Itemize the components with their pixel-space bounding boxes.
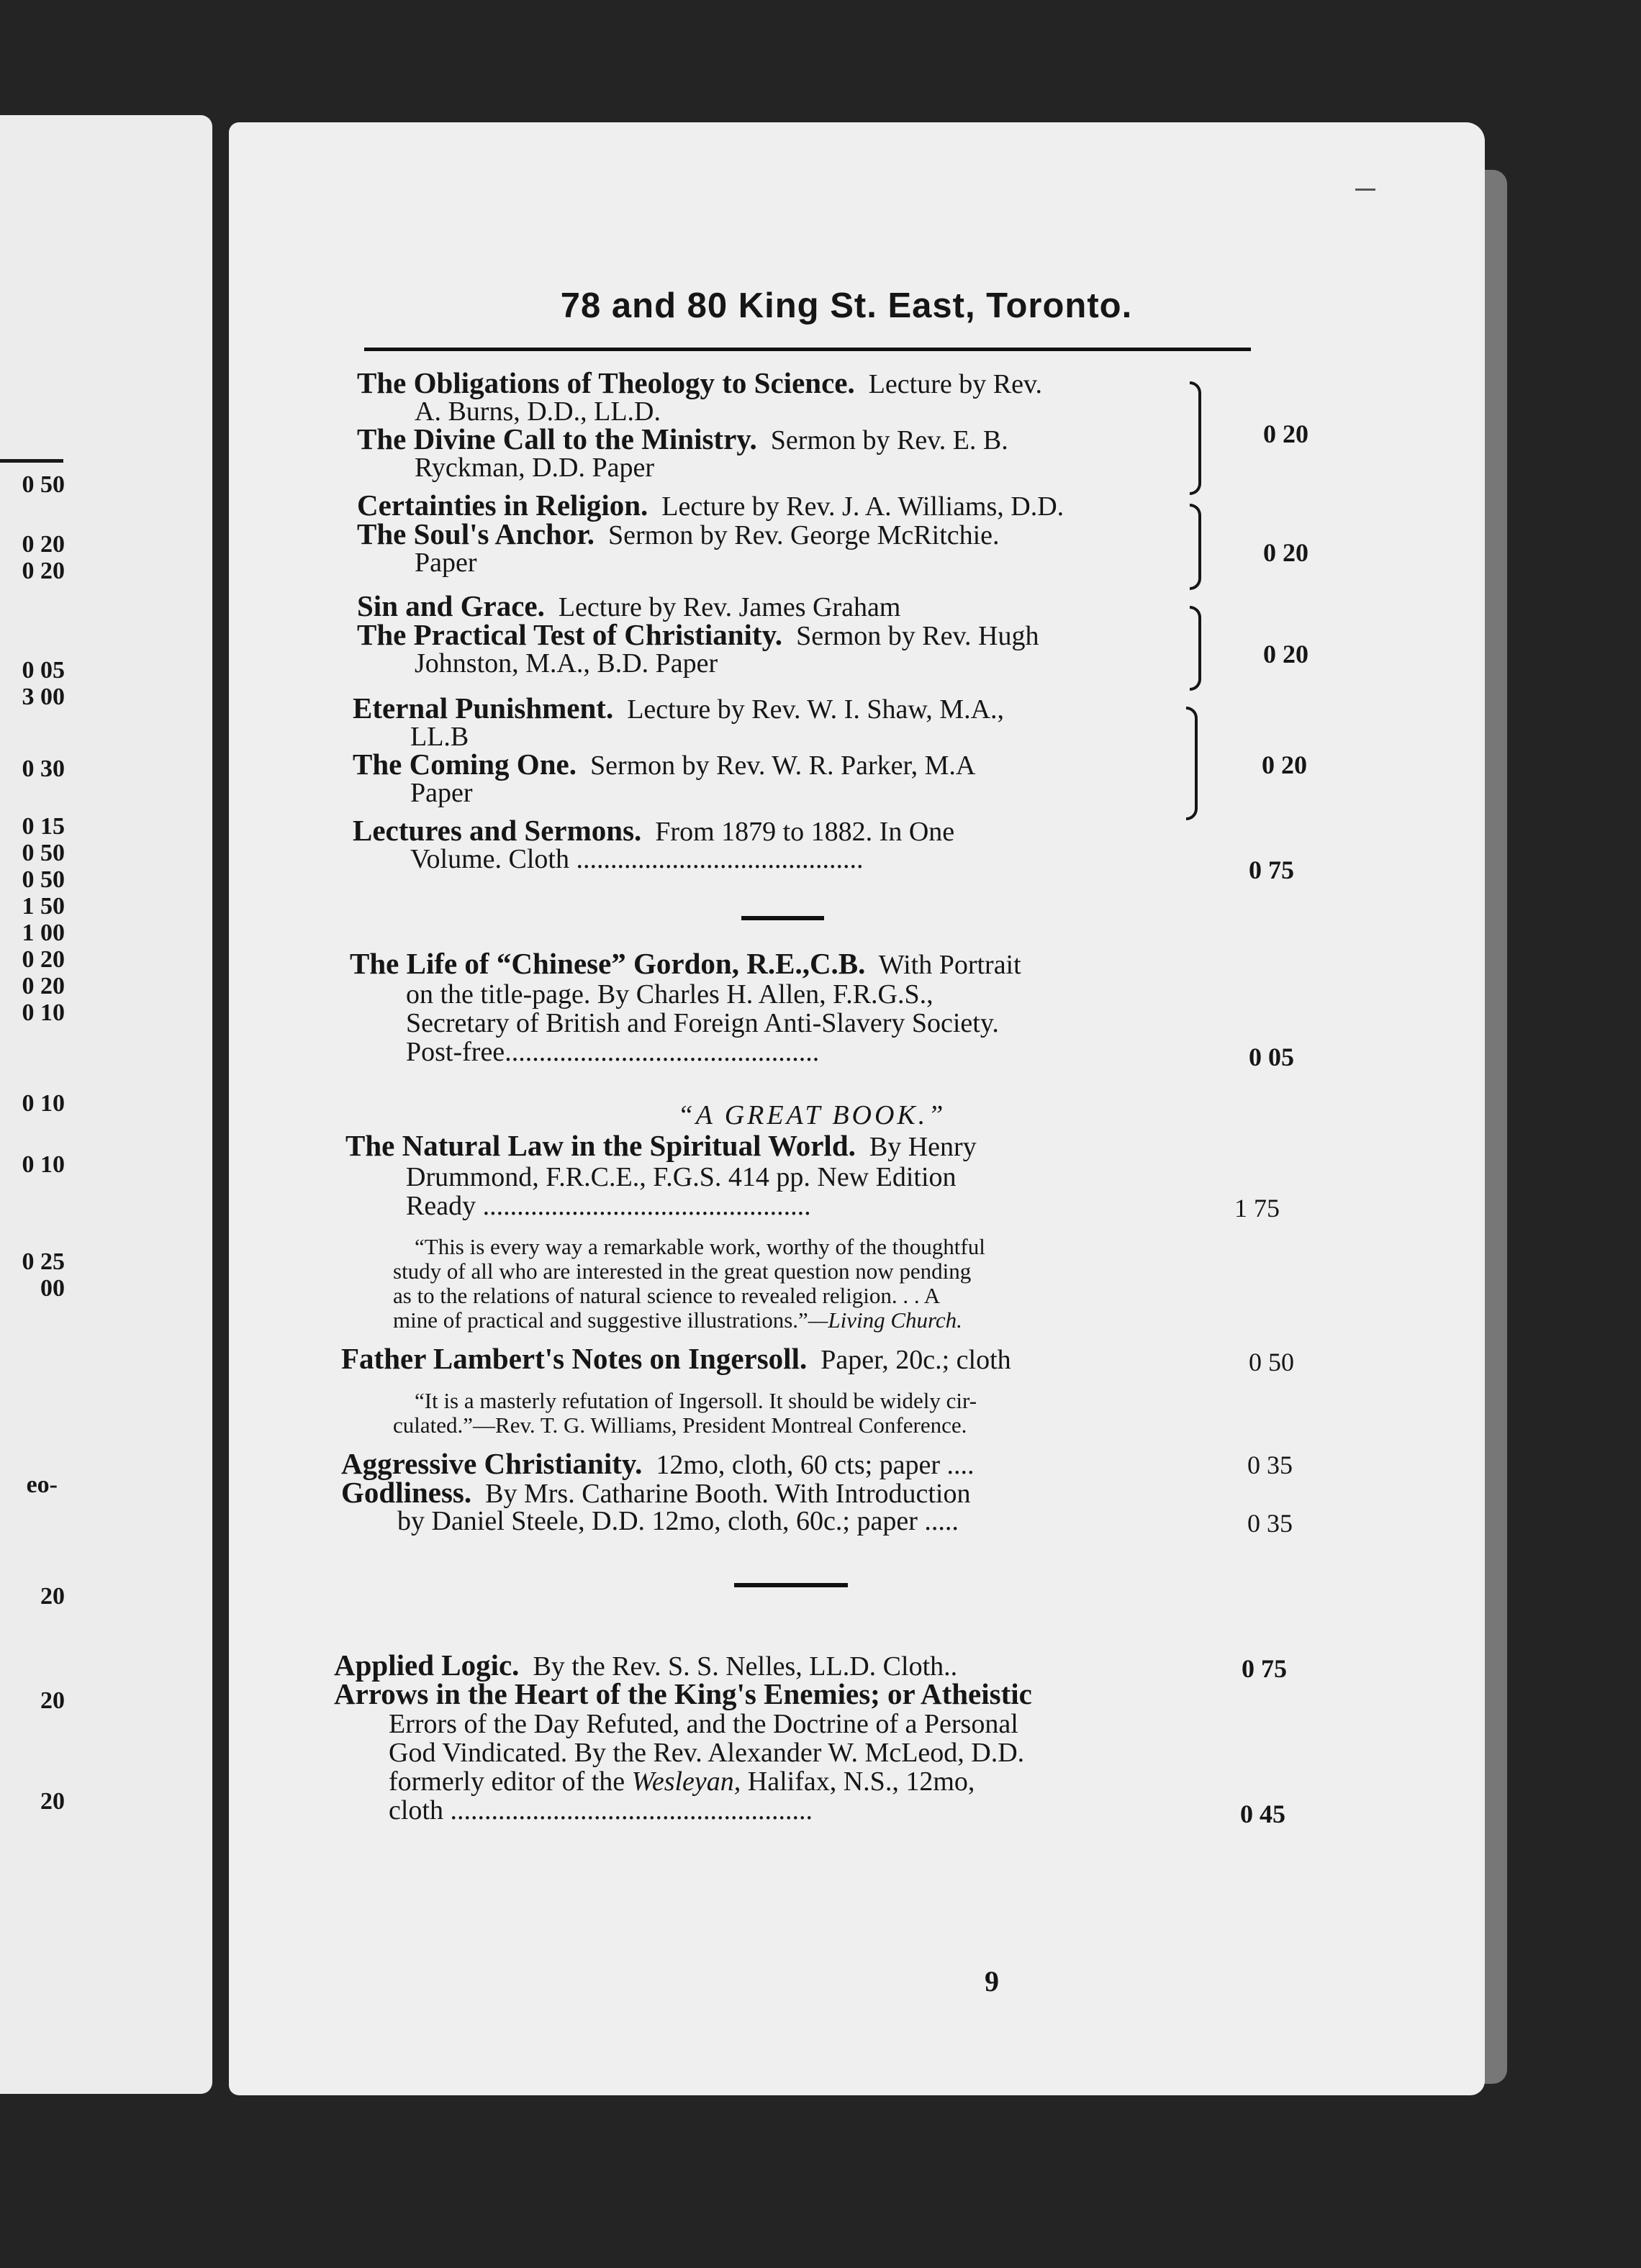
- entry-description: Lecture by Rev. J. A. Williams, D.D.: [661, 491, 1064, 522]
- catalogue-entry: [345, 1130, 977, 1163]
- price: 0 20: [1262, 750, 1307, 779]
- catalogue-entry: [350, 948, 1021, 981]
- review-quote: mine of practical and suggestive illustrations.”—Living Church.: [393, 1307, 962, 1333]
- catalogue-entry: [341, 1343, 1011, 1376]
- entry-title: The Divine Call to the Ministry.: [357, 422, 757, 455]
- price: 0 50: [1249, 1348, 1294, 1376]
- left-price: 0 50: [22, 866, 65, 893]
- grouping-brace: [1186, 707, 1198, 820]
- grouping-brace: [1190, 504, 1201, 590]
- grouping-brace: [1190, 381, 1201, 495]
- entry-title: Father Lambert's Notes on Ingersoll.: [341, 1342, 808, 1375]
- section-separator: [741, 916, 824, 920]
- entry-line: Errors of the Day Refuted, and the Doctrine of a Personal: [389, 1709, 1018, 1739]
- quote-source: —Living Church.: [808, 1307, 962, 1333]
- left-price: 0 25: [22, 1248, 65, 1275]
- left-price: 0 20: [22, 973, 65, 999]
- price: 0 35: [1247, 1509, 1293, 1538]
- entry-line: on the title-page. By Charles H. Allen, F.R.G.S.,: [406, 979, 933, 1010]
- entry-description: Lecture by Rev.: [868, 369, 1042, 399]
- entry-line: formerly editor of the Wesleyan, Halifax, N.S., 12mo,: [389, 1766, 975, 1797]
- entry-title: The Life of “Chinese” Gordon, R.E.,C.B.: [350, 947, 866, 980]
- entry-title: Eternal Punishment.: [353, 691, 614, 725]
- left-price: 0 15: [22, 813, 65, 840]
- entry-description: From 1879 to 1882. In One: [655, 817, 955, 847]
- entry-title: Applied Logic.: [334, 1648, 520, 1682]
- entry-description: Paper, 20c.; cloth: [820, 1345, 1011, 1375]
- entry-line: Volume. Cloth ..........................................: [410, 844, 864, 874]
- left-price: 0 20: [22, 558, 65, 584]
- entry-line: Paper: [410, 778, 473, 808]
- entry-title: The Coming One.: [353, 748, 577, 781]
- left-page-rule: [0, 459, 63, 463]
- left-facing-page: [0, 115, 212, 2094]
- left-price: 1 50: [22, 893, 65, 920]
- review-quote: “This is every way a remarkable work, worthy of the thoughtful: [415, 1234, 985, 1259]
- left-price: 0 20: [22, 531, 65, 558]
- entry-description: Sermon by Rev. W. R. Parker, M.A: [589, 750, 976, 781]
- review-quote: study of all who are interested in the great question now pending: [393, 1258, 972, 1284]
- entry-title: Godliness.: [341, 1476, 472, 1509]
- price: 0 20: [1263, 419, 1308, 448]
- entry-title: Sin and Grace.: [357, 589, 545, 622]
- left-price: 0 05: [22, 657, 65, 684]
- entry-title: The Obligations of Theology to Science.: [357, 366, 855, 399]
- left-price: 00: [40, 1275, 65, 1302]
- entry-line: God Vindicated. By the Rev. Alexander W. McLeod, D.D.: [389, 1738, 1025, 1768]
- entry-description: By Henry: [869, 1132, 977, 1162]
- entry-description: With Portrait: [878, 950, 1021, 980]
- left-price: 1 00: [22, 920, 65, 946]
- entry-line: by Daniel Steele, D.D. 12mo, cloth, 60c.; paper .....: [397, 1506, 959, 1536]
- section-separator: [734, 1583, 848, 1587]
- price: 0 20: [1263, 538, 1308, 567]
- left-price: 0 50: [22, 840, 65, 866]
- entry-title: The Practical Test of Christianity.: [357, 618, 783, 651]
- entry-line: Secretary of British and Foreign Anti-Slavery Society.: [406, 1008, 999, 1038]
- price: 0 35: [1247, 1451, 1293, 1479]
- entry-description: Sermon by Rev. E. B.: [770, 425, 1008, 455]
- entry-line: A. Burns, D.D., LL.D.: [415, 396, 661, 427]
- catalogue-entry: [334, 1678, 1032, 1711]
- entry-line: Paper: [415, 548, 477, 578]
- grouping-brace: [1190, 606, 1201, 691]
- entry-title: The Natural Law in the Spiritual World.: [345, 1129, 856, 1162]
- entry-line: Ready ................................................: [406, 1191, 811, 1221]
- entry-line: Johnston, M.A., B.D. Paper: [415, 648, 718, 679]
- entry-title: The Soul's Anchor.: [357, 517, 595, 550]
- entry-description: 12mo, cloth, 60 cts; paper ....: [656, 1450, 975, 1480]
- price: 0 05: [1249, 1043, 1294, 1071]
- page-number: 9: [985, 1965, 999, 1997]
- entry-line: Drummond, F.R.C.E., F.G.S. 414 pp. New Edition: [406, 1162, 957, 1192]
- periodical-name: Wesleyan,: [631, 1766, 741, 1797]
- review-quote: as to the relations of natural science to revealed religion. . . A: [393, 1283, 941, 1308]
- left-price: 0 20: [22, 946, 65, 973]
- price: 1 75: [1234, 1194, 1280, 1223]
- entry-description: Sermon by Rev. Hugh: [796, 621, 1039, 651]
- entry-description: Lecture by Rev. James Graham: [558, 592, 901, 622]
- left-price: 0 10: [22, 1151, 65, 1178]
- left-price: 0 10: [22, 999, 65, 1026]
- running-head: 78 and 80 King St. East, Toronto.: [560, 286, 1133, 325]
- review-quote: “It is a masterly refutation of Ingersoll. It should be widely cir-: [415, 1388, 977, 1413]
- entry-description: Lecture by Rev. W. I. Shaw, M.A.,: [627, 694, 1005, 725]
- left-price: eo-: [26, 1471, 58, 1498]
- left-price: 20: [40, 1788, 65, 1815]
- page-edge-mark: [1355, 189, 1375, 191]
- header-rule: [364, 348, 1251, 351]
- left-price: 0 50: [22, 471, 65, 498]
- price: 0 75: [1249, 856, 1294, 884]
- left-price: 20: [40, 1687, 65, 1714]
- entry-title: Arrows in the Heart of the King's Enemies; or Atheistic: [334, 1677, 1032, 1710]
- entry-title: Lectures and Sermons.: [353, 814, 642, 847]
- section-heading: “A GREAT BOOK.”: [677, 1100, 946, 1130]
- entry-line: cloth .....................................................: [389, 1795, 813, 1825]
- left-price: 0 30: [22, 756, 65, 782]
- price: 0 45: [1240, 1800, 1285, 1828]
- entry-line: LL.B: [410, 722, 469, 752]
- price: 0 20: [1263, 640, 1308, 668]
- entry-description: Sermon by Rev. George McRitchie.: [608, 520, 1000, 550]
- entry-line: Post-free..............................................: [406, 1037, 820, 1067]
- entry-title: Aggressive Christianity.: [341, 1447, 643, 1480]
- catalogue-page: [229, 122, 1485, 2095]
- left-price: 0 10: [22, 1090, 65, 1117]
- left-price: 20: [40, 1583, 65, 1610]
- left-price: 3 00: [22, 684, 65, 710]
- review-quote: culated.”—Rev. T. G. Williams, President Montreal Conference.: [393, 1412, 967, 1438]
- entry-description: By Mrs. Catharine Booth. With Introduction: [485, 1479, 971, 1509]
- entry-title: Certainties in Religion.: [357, 489, 648, 522]
- entry-line: Ryckman, D.D. Paper: [415, 453, 655, 483]
- entry-description: By the Rev. S. S. Nelles, LL.D. Cloth..: [533, 1651, 958, 1682]
- price: 0 75: [1242, 1654, 1287, 1683]
